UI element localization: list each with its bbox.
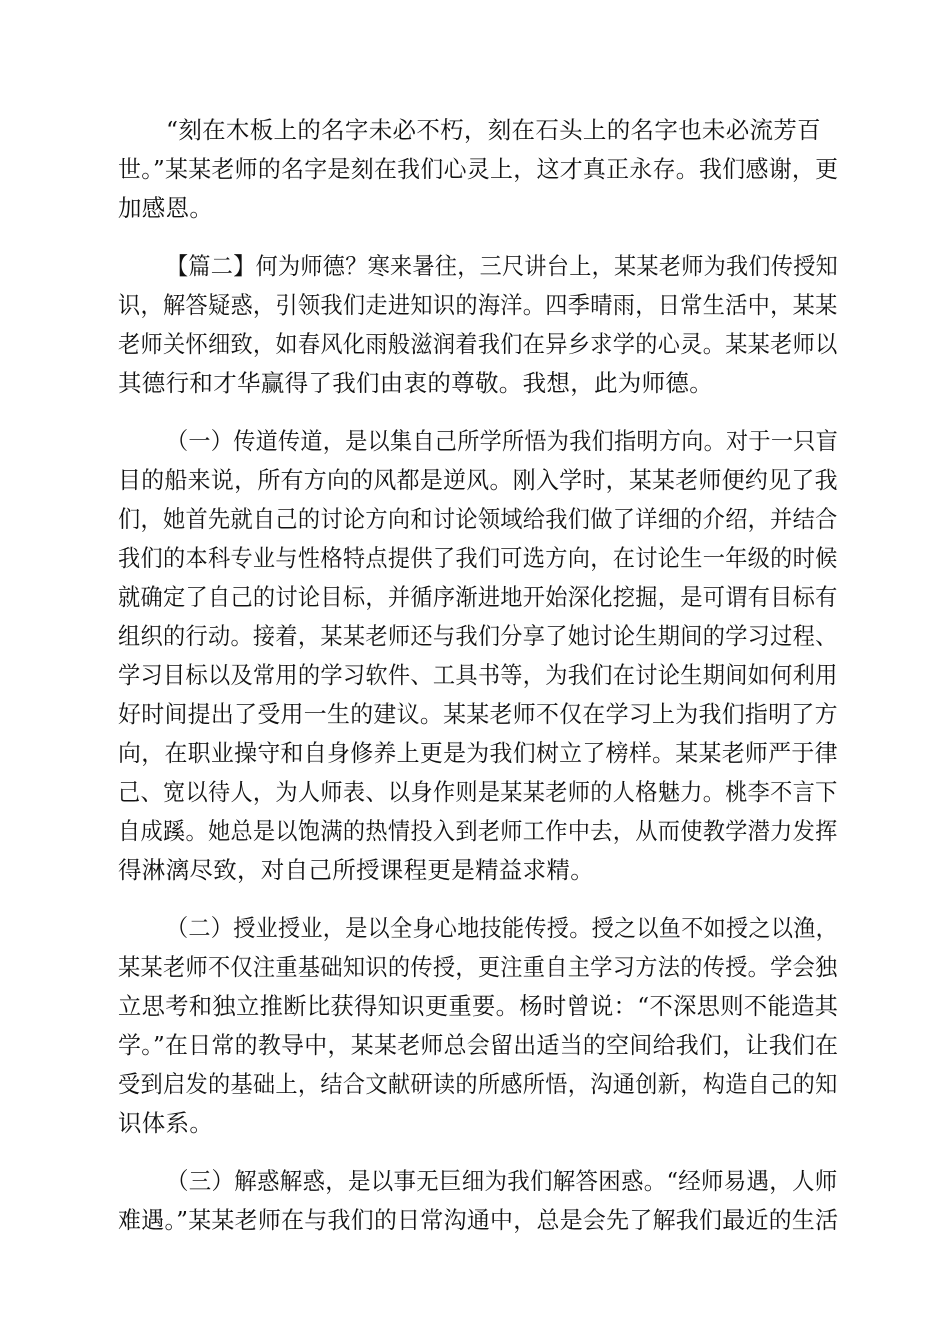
text-line: 加感恩。 bbox=[118, 194, 214, 222]
text-line: 识，解答疑惑，引领我们走进知识的海洋。四季晴雨，日常生活中，某某 bbox=[118, 291, 838, 319]
text-line: 好时间提出了受用一生的建议。某某老师不仅在学习上为我们指明了方 bbox=[118, 700, 838, 728]
text-line: （二）授业授业，是以全身心地技能传授。授之以鱼不如授之以渔， bbox=[166, 914, 839, 942]
text-line: 立思考和独立推断比获得知识更重要。杨时曾说：“不深思则不能造其 bbox=[118, 992, 839, 1020]
text-line: 老师关怀细致，如春风化雨般滋润着我们在异乡求学的心灵。某某老师以 bbox=[118, 330, 838, 358]
text-line: 受到启发的基础上，结合文献研读的所感所悟，沟通创新，构造自己的知 bbox=[118, 1070, 838, 1098]
text-line: 我们的本科专业与性格特点提供了我们可选方向，在讨论生一年级的时候 bbox=[118, 544, 838, 572]
text-line: 难遇。”某某老师在与我们的日常沟通中，总是会先了解我们最近的生活 bbox=[118, 1206, 839, 1234]
text-line: 学习目标以及常用的学习软件、工具书等，为我们在讨论生期间如何利用 bbox=[118, 661, 838, 689]
text-line: 组织的行动。接着，某某老师还与我们分享了她讨论生期间的学习过程、 bbox=[118, 622, 838, 650]
text-line: 识体系。 bbox=[118, 1109, 214, 1137]
text-line: 们，她首先就自己的讨论方向和讨论领域给我们做了详细的介绍，并结合 bbox=[118, 505, 838, 533]
text-line: 【篇二】何为师德？寒来暑往，三尺讲台上，某某老师为我们传授知 bbox=[166, 252, 839, 280]
text-line: 己、宽以待人，为人师表、以身作则是某某老师的人格魅力。桃李不言下 bbox=[118, 778, 838, 806]
text-line: 学。”在日常的教导中，某某老师总会留出适当的空间给我们，让我们在 bbox=[118, 1031, 839, 1059]
text-line: “刻在木板上的名字未必不朽，刻在石头上的名字也未必流芳百 bbox=[166, 116, 821, 144]
text-line: 向，在职业操守和自身修养上更是为我们树立了榜样。某某老师严于律 bbox=[118, 739, 838, 767]
text-line: 自成蹊。她总是以饱满的热情投入到老师工作中去，从而使教学潜力发挥 bbox=[118, 817, 838, 845]
text-line: （三）解惑解惑，是以事无巨细为我们解答困惑。“经师易遇，人师 bbox=[166, 1167, 838, 1195]
text-line: 就确定了自己的讨论目标，并循序渐进地开始深化挖掘，是可谓有目标有 bbox=[118, 583, 838, 611]
text-line: 目的船来说，所有方向的风都是逆风。刚入学时，某某老师便约见了我 bbox=[118, 466, 838, 494]
text-line: 其德行和才华赢得了我们由衷的尊敬。我想，此为师德。 bbox=[118, 369, 713, 397]
text-line: （一）传道传道，是以集自己所学所悟为我们指明方向。对于一只盲 bbox=[166, 427, 839, 455]
text-line: 世。”某某老师的名字是刻在我们心灵上，这才真正永存。我们感谢，更 bbox=[118, 155, 839, 183]
text-line: 得淋漓尽致，对自己所授课程更是精益求精。 bbox=[118, 856, 594, 884]
text-line: 某某老师不仅注重基础知识的传授，更注重自主学习方法的传授。学会独 bbox=[118, 953, 838, 981]
